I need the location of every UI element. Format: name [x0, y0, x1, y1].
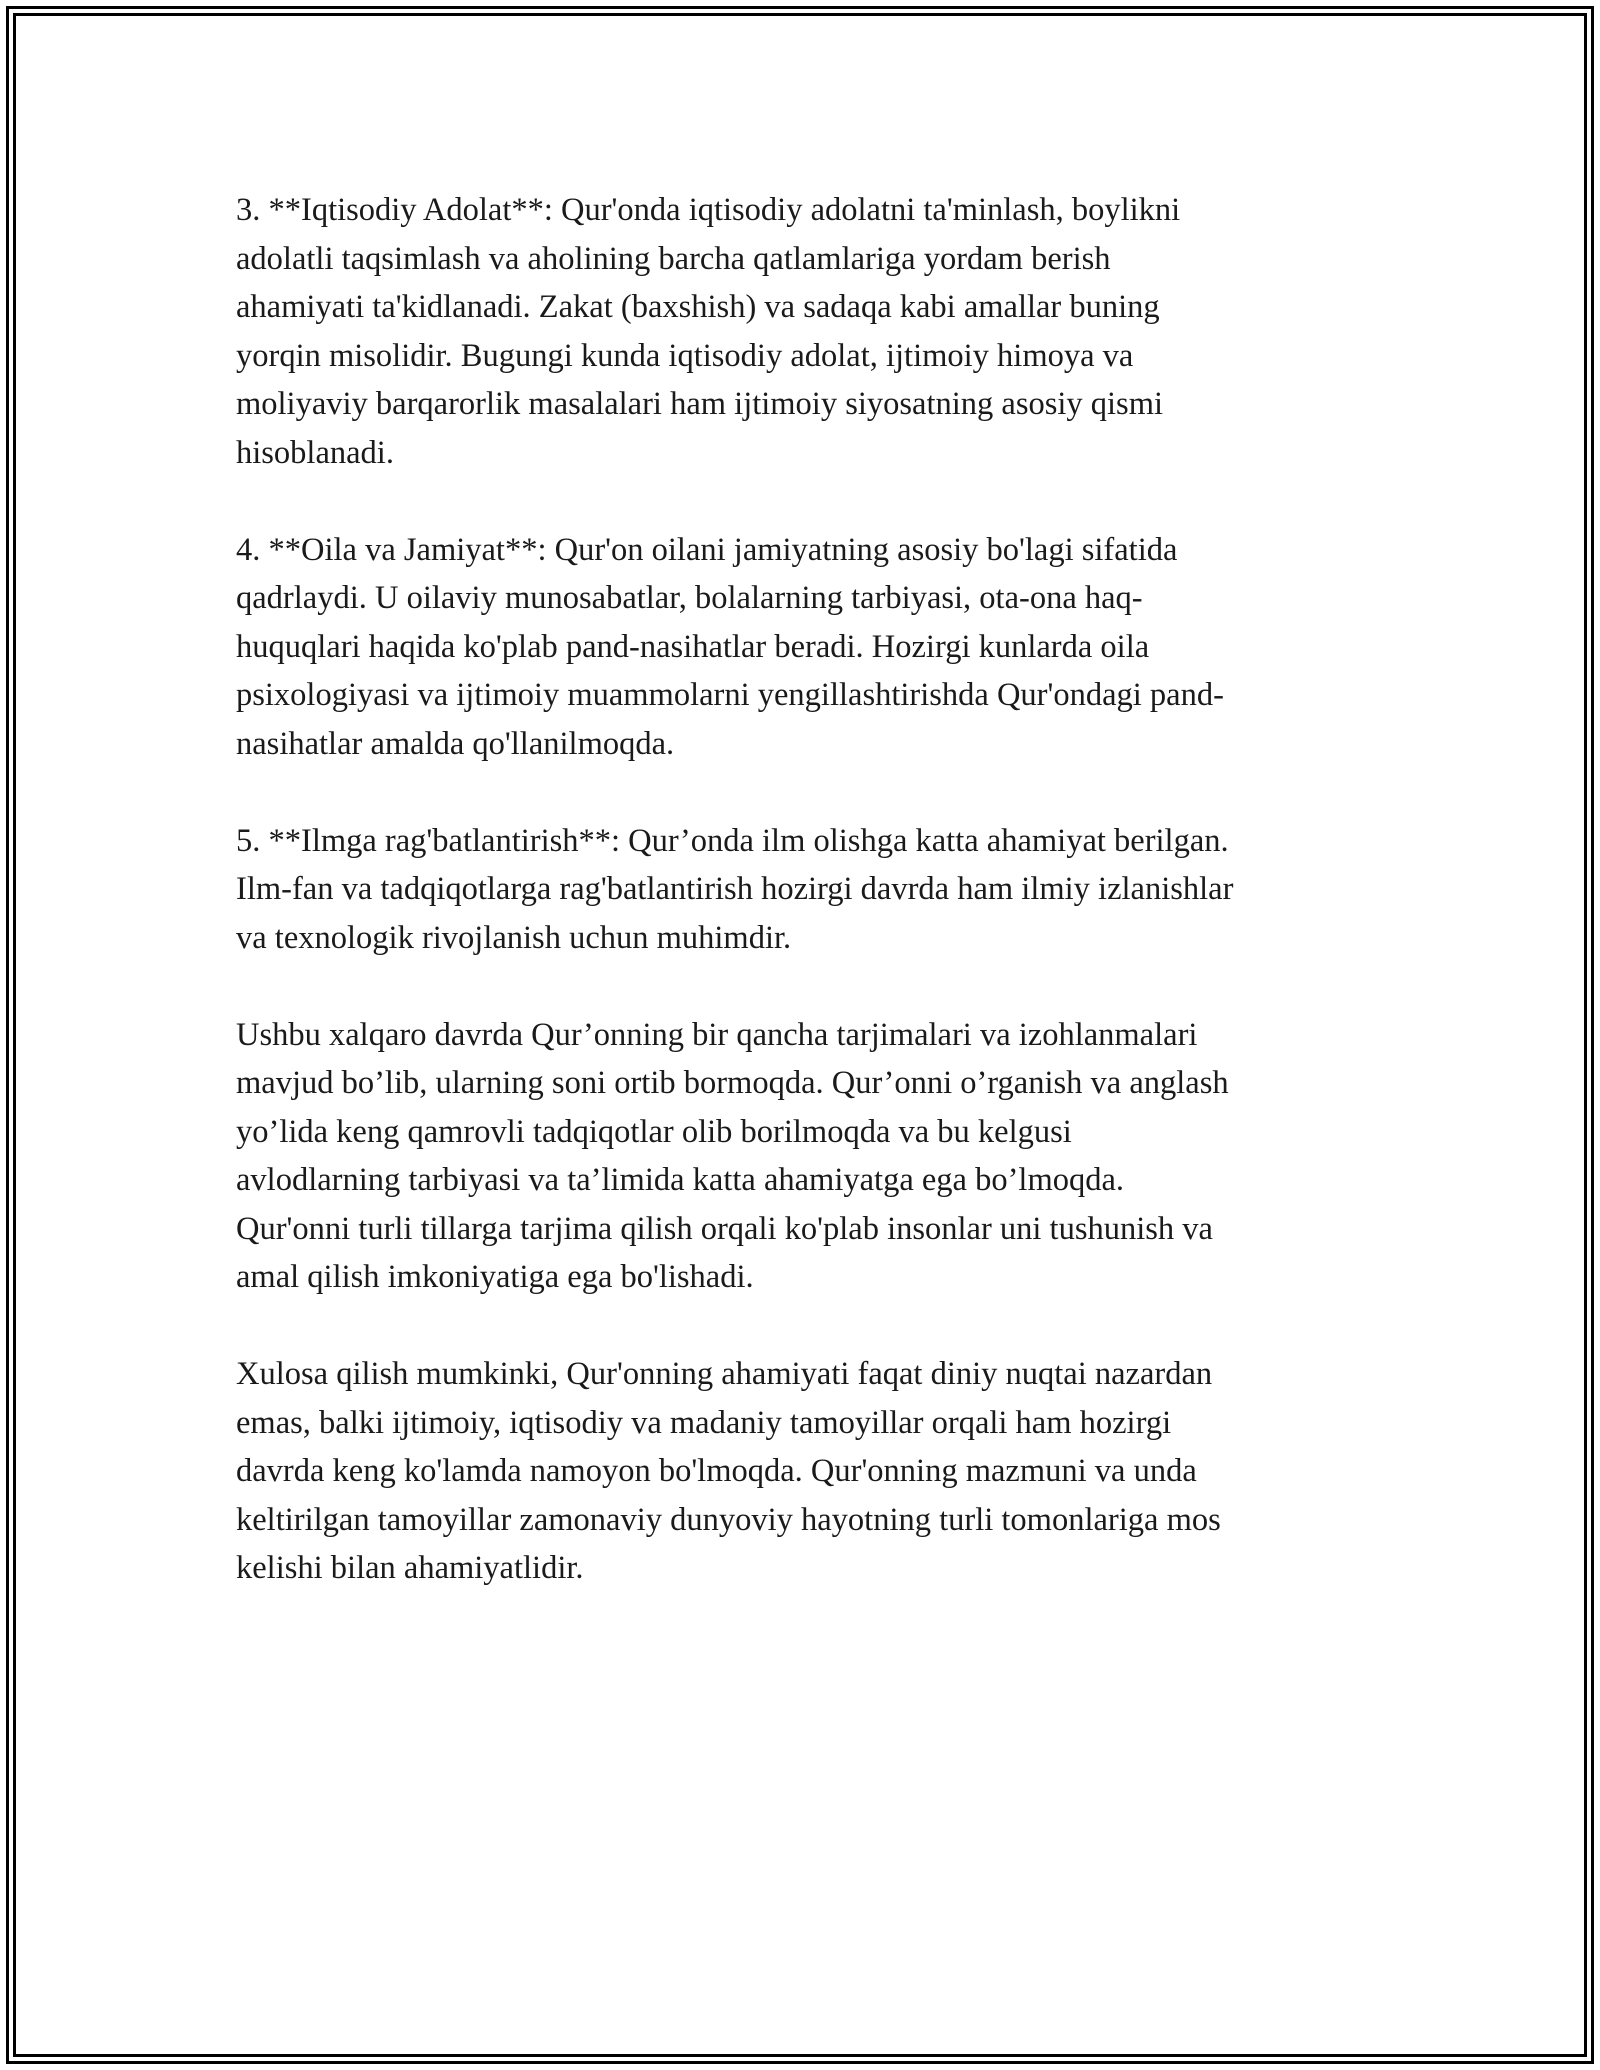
- paragraph-family-society: 4. **Oila va Jamiyat**: Qur'on oilani jamiyatning asosiy bo'lagi sifatida qadrlaydi. U oilaviy munosabatlar, bolalarning tarbiyasi, ota-ona haq- huquqlari haqida ko'plab pand-nasihatlar beradi. Hozirgi kunlarda oila psixologiyasi va ijtimoiy muammolarni yengillashtirishda Qur'ondagi pand- nasihatlar amalda qo'llanilmoqda.: [236, 531, 1224, 762]
- paragraph-translations: Ushbu xalqaro davrda Qur’onning bir qancha tarjimalari va izohlanmalari mavjud bo’lib, ularning soni ortib bormoqda. Qur’onni o’rganish va anglash yo’lida keng qamrovli tadqiqotlar olib borilmoqda va bu kelgusi avlodlarning tarbiyasi va ta’limida katta ahamiyatga ega bo’lmoqda. Qur'onni turli tillarga tarjima qilish orqali ko'plab insonlar uni tushunish va amal qilish imkoniyatiga ega bo'lishadi.: [236, 1016, 1229, 1295]
- document-body: [236, 186, 1376, 1641]
- paragraph-knowledge-encouragement: 5. **Ilmga rag'batlantirish**: Qur’onda ilm olishga katta ahamiyat berilgan. Ilm-fan va tadqiqotlarga rag'batlantirish hozirgi davrda ham ilmiy izlanishlar va texnologik rivojlanish uchun muhimdir.: [236, 822, 1234, 956]
- paragraph-conclusion: Xulosa qilish mumkinki, Qur'onning ahamiyati faqat diniy nuqtai nazardan emas, balki ijtimoiy, iqtisodiy va madaniy tamoyillar orqali ham hozirgi davrda keng ko'lamda namoyon bo'lmoqda. Qur'onning mazmuni va unda keltirilgan tamoyillar zamonaviy dunyoviy hayotning turli tomonlariga mos kelishi bilan ahamiyatlidir.: [236, 1356, 1221, 1586]
- paragraph-economic-justice: 3. **Iqtisodiy Adolat**: Qur'onda iqtisodiy adolatni ta'minlash, boylikni adolatli taqsimlash va aholining barcha qatlamlariga yordam berish ahamiyati ta'kidlanadi. Zakat (baxshish) va sadaqa kabi amallar buning yorqin misolidir. Bugungi kunda iqtisodiy adolat, ijtimoiy himoya va moliyaviy barqarorlik masalalari ham ijtimoiy siyosatning asosiy qismi hisoblanadi.: [236, 192, 1181, 471]
